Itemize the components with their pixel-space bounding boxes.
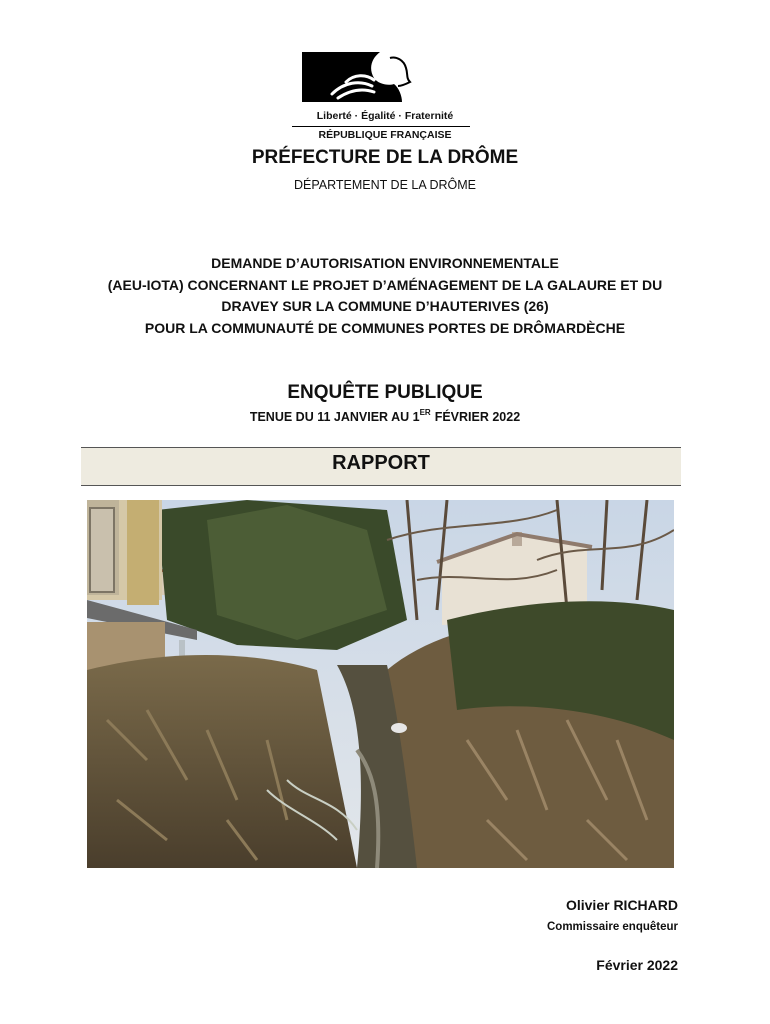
report-date: Février 2022 [596, 957, 678, 973]
logo-republic: RÉPUBLIQUE FRANÇAISE [318, 129, 452, 141]
logo-motto: Liberté · Égalité · Fraternité [316, 110, 454, 122]
prefecture-title: PRÉFECTURE DE LA DRÔME [251, 147, 519, 168]
stream-photo [87, 500, 674, 868]
departement-subtitle: DÉPARTEMENT DE LA DRÔME [294, 178, 476, 192]
author-role: Commissaire enquêteur [546, 921, 678, 933]
demande-line: (AEU-IOTA) CONCERNANT LE PROJET D’AMÉNAGEMENT DE LA GALAURE ET DU [107, 276, 663, 293]
enquete-title: ENQUÊTE PUBLIQUE [287, 382, 483, 403]
rapport-banner [81, 447, 681, 486]
logo-rule [292, 126, 470, 127]
demande-line: DRAVEY SUR LA COMMUNE D’HAUTERIVES (26) [221, 298, 549, 314]
tenue-suffix: FÉVRIER 2022 [434, 410, 521, 424]
marianne-logo [302, 52, 459, 102]
rapport-title: RAPPORT [332, 452, 430, 474]
demande-line: DEMANDE D’AUTORISATION ENVIRONNEMENTALE [211, 255, 559, 271]
tenue-prefix: TENUE DU 11 JANVIER AU 1 [249, 410, 420, 424]
tenue-sup: ER [419, 408, 431, 417]
author-name: Olivier RICHARD [565, 897, 678, 913]
enquete-dates [0, 408, 770, 424]
demande-line: POUR LA COMMUNAUTÉ DE COMMUNES PORTES DE DRÔMARDÈCHE [144, 319, 626, 336]
demande-title [0, 253, 770, 339]
